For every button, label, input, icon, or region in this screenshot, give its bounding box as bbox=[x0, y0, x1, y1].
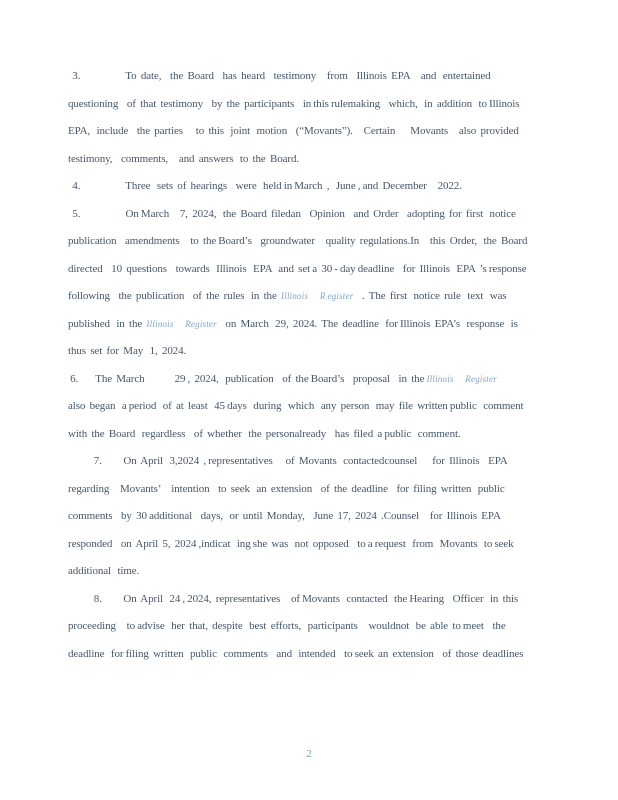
citation-italic-text: Illinois Register bbox=[146, 318, 217, 329]
text-line bbox=[68, 146, 554, 174]
text-line bbox=[68, 228, 554, 256]
body-text: testimony, comments, and answers to the Board. bbox=[68, 152, 300, 165]
text-line bbox=[68, 201, 554, 229]
body-text: additional time. bbox=[68, 565, 140, 577]
text-line bbox=[68, 531, 554, 559]
text-line bbox=[68, 283, 554, 311]
body-text: 7. On April 3,2024 , representatives of Movants contactedcounsel for Illinois EPA bbox=[68, 455, 508, 467]
text-line bbox=[68, 338, 554, 366]
paragraph bbox=[68, 366, 554, 449]
paragraph bbox=[68, 63, 554, 173]
text-line bbox=[68, 256, 554, 284]
text-line bbox=[68, 118, 554, 146]
text-line bbox=[68, 613, 554, 641]
paragraph bbox=[68, 173, 554, 201]
body-text: . The first notice rule text was bbox=[353, 290, 507, 302]
body-text: following the publication of the rules in the bbox=[68, 290, 282, 302]
body-text: published in the bbox=[68, 317, 147, 330]
text-line bbox=[68, 393, 554, 421]
body-text: 8. On April 24 , 2024, representatives of Movants contacted the Hearing Officer in this bbox=[68, 592, 519, 605]
citation-italic-text: Illinois Register bbox=[426, 373, 497, 384]
text-line bbox=[68, 586, 554, 614]
text-line bbox=[68, 311, 554, 339]
body-text: EPA, include the parties to this joint motion (“Movants”). Certain Movants also provided bbox=[68, 125, 519, 137]
body-text: proceeding to advise her that, despite best efforts, participants wouldnot be able to meet the bbox=[68, 620, 506, 632]
text-line bbox=[68, 476, 554, 504]
body-text: directed 10 questions towards Illinois EPA and set a 30 - day deadline for Illinois EPA ’s response bbox=[68, 262, 527, 275]
body-text: 3. To date, the Board has heard testimony from Illinois EPA and entertained bbox=[68, 70, 491, 82]
body-text: 6. The March 29 , 2024, publication of the Board’s proposal in the bbox=[68, 372, 427, 385]
body-text: responded on April 5, 2024 ,indicat ing she was not opposed to a request from Movants to seek bbox=[68, 537, 514, 550]
body-text: comments by 30 additional days, or until Monday, June 17, 2024 .Counsel for Illinois EPA bbox=[68, 510, 501, 522]
text-line bbox=[68, 91, 554, 119]
body-text: publication amendments to the Board’s groundwater quality regulations.In this Order, the Board bbox=[68, 235, 528, 247]
text-line bbox=[68, 63, 554, 91]
text-line bbox=[68, 421, 554, 449]
text-line bbox=[68, 448, 554, 476]
text-line bbox=[68, 503, 554, 531]
body-text: regarding Movants’ intention to seek an extension of the deadline for filing written public bbox=[68, 482, 505, 495]
text-line bbox=[68, 366, 554, 394]
paragraph bbox=[68, 586, 554, 669]
body-text: 5. On March 7, 2024, the Board filedan Opinion and Order adopting for first notice bbox=[68, 207, 516, 220]
page-number: 2 bbox=[306, 748, 312, 760]
text-line bbox=[68, 558, 554, 586]
body-text: questioning of that testimony by the participants in this rulemaking which, in addition to Illinois bbox=[68, 97, 520, 110]
paragraph bbox=[68, 201, 554, 366]
text-line bbox=[68, 173, 554, 201]
document-body bbox=[68, 63, 554, 668]
text-line bbox=[68, 641, 554, 669]
body-text: with the Board regardless of whether the personalready has filed a public comment. bbox=[68, 427, 461, 440]
body-text: also began a period of at least 45 days during which any person may file written public comment bbox=[68, 400, 524, 412]
paragraph bbox=[68, 448, 554, 586]
body-text: 4. Three sets of hearings were held in March , June , and December 2022. bbox=[68, 180, 462, 192]
body-text: on March 29, 2024. The deadline for Illinois EPA’s response is bbox=[216, 317, 518, 330]
body-text: deadline for filing written public comments and intended to seek an extension of those deadlines bbox=[68, 647, 524, 660]
body-text: thus set for May 1, 2024. bbox=[68, 345, 187, 357]
citation-italic-text: Illinois R egister bbox=[281, 291, 354, 301]
